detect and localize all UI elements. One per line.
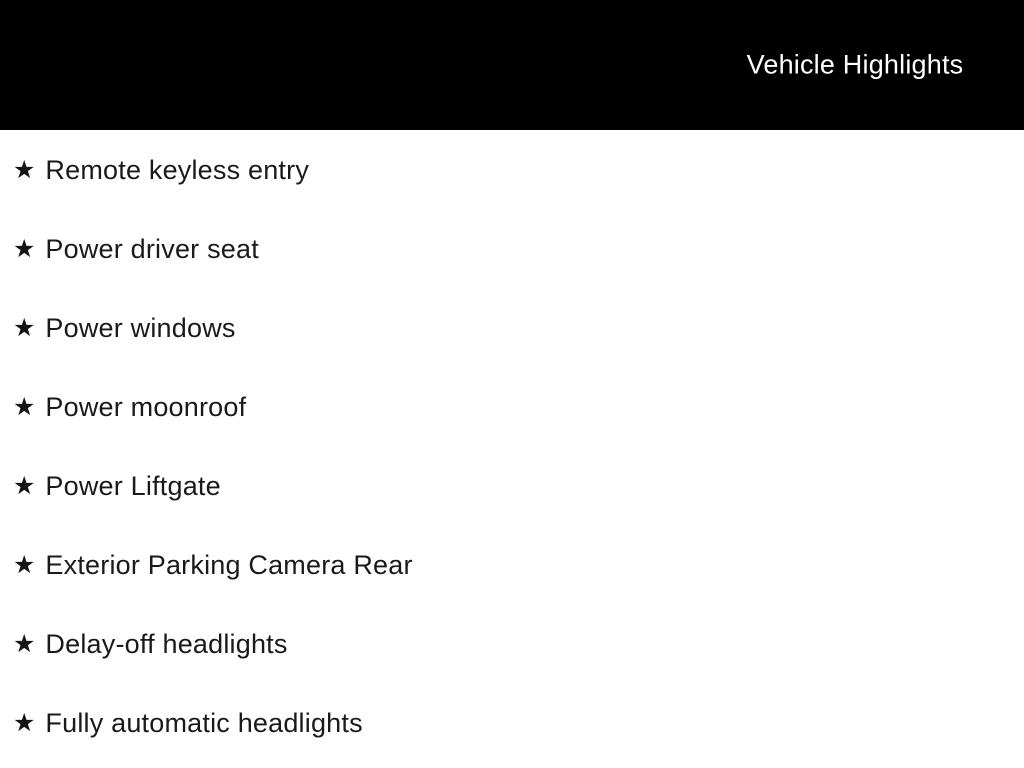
highlights-list [0, 130, 1024, 763]
list-item [0, 289, 1024, 368]
list-item [0, 526, 1024, 605]
star-icon: ★ [13, 392, 36, 421]
list-item [0, 210, 1024, 289]
list-item [0, 684, 1024, 763]
list-item-label: Power moonroof [45, 392, 247, 422]
list-item-label: Power Liftgate [45, 471, 221, 501]
star-icon: ★ [13, 708, 36, 737]
star-icon: ★ [13, 550, 36, 579]
list-item [0, 605, 1024, 684]
header-banner [0, 0, 1024, 130]
list-item [0, 447, 1024, 526]
list-item-label: Power driver seat [45, 234, 259, 264]
star-icon: ★ [13, 471, 36, 500]
star-icon: ★ [13, 155, 36, 184]
list-item-label: Delay-off headlights [45, 629, 288, 659]
page-title: Vehicle Highlights [746, 49, 964, 80]
list-item [0, 131, 1024, 210]
star-icon: ★ [13, 313, 36, 342]
list-item-label: Remote keyless entry [45, 155, 310, 185]
list-item-label: Power windows [45, 313, 236, 343]
list-item-label: Fully automatic headlights [45, 708, 363, 738]
star-icon: ★ [13, 629, 36, 658]
star-icon: ★ [13, 234, 36, 263]
list-item [0, 368, 1024, 447]
list-item-label: Exterior Parking Camera Rear [45, 550, 413, 580]
